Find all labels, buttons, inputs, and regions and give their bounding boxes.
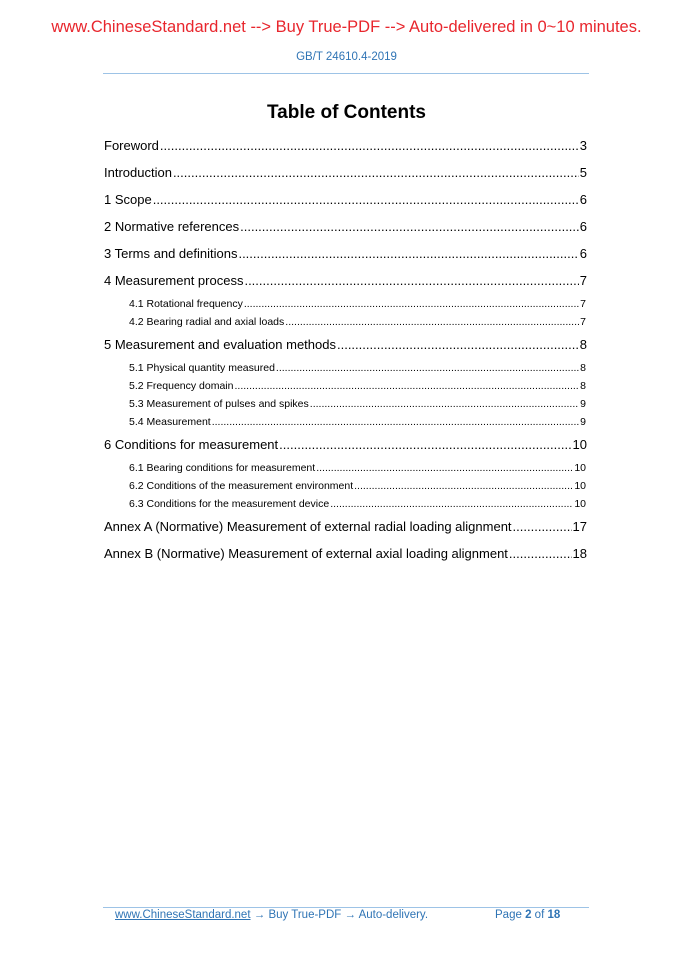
toc-subentry[interactable] bbox=[129, 480, 586, 493]
toc-entry-page: 8 bbox=[579, 337, 587, 352]
page-label: Page bbox=[495, 909, 522, 921]
toc-subentry[interactable] bbox=[129, 380, 586, 393]
toc-entry-text: 4.1 Rotational frequency bbox=[129, 298, 243, 310]
page-of: of bbox=[534, 909, 545, 921]
toc-entry-text: 5.3 Measurement of pulses and spikes bbox=[129, 398, 309, 410]
toc-entry[interactable] bbox=[104, 165, 587, 181]
toc-subentry[interactable] bbox=[129, 416, 586, 429]
toc-entry-text: Introduction bbox=[104, 165, 172, 180]
toc-entry-text: 6.1 Bearing conditions for measurement bbox=[129, 462, 316, 474]
toc-entry[interactable] bbox=[104, 519, 587, 535]
arrow-right-icon: → bbox=[253, 909, 266, 921]
toc-entry[interactable] bbox=[104, 337, 587, 353]
toc-entry[interactable] bbox=[104, 138, 587, 154]
toc-entry-text: 6.2 Conditions of the measurement environment bbox=[129, 480, 354, 492]
toc-entry-page: 7 bbox=[579, 273, 587, 288]
toc-entry[interactable] bbox=[104, 546, 587, 562]
footer-divider bbox=[103, 907, 589, 908]
toc-entry-page: 10 bbox=[574, 480, 586, 492]
toc-subentry[interactable] bbox=[129, 462, 586, 475]
toc-entry-page: 8 bbox=[580, 362, 586, 374]
toc-entry-text: 3 Terms and definitions bbox=[104, 246, 238, 261]
toc-entry-text: Foreword bbox=[104, 138, 159, 153]
toc-entry-page: 7 bbox=[580, 316, 586, 328]
toc-entry-page: 5 bbox=[579, 165, 587, 180]
toc-entry-page: 17 bbox=[572, 519, 587, 534]
toc-subentry[interactable] bbox=[129, 498, 586, 511]
toc-entry-page: 6 bbox=[579, 246, 587, 261]
page-current: 2 bbox=[525, 909, 532, 921]
toc-entry-page: 7 bbox=[580, 298, 586, 310]
toc-entry[interactable] bbox=[104, 246, 587, 262]
toc-entry-text: 5.2 Frequency domain bbox=[129, 380, 234, 392]
toc-entry-text: 2 Normative references bbox=[104, 219, 240, 234]
toc-entry-page: 10 bbox=[574, 498, 586, 510]
toc-entry-text: 4.2 Bearing radial and axial loads bbox=[129, 316, 285, 328]
toc-title: Table of Contents bbox=[266, 102, 427, 123]
toc-entry-text: Annex B (Normative) Measurement of external axial loading alignment bbox=[104, 546, 508, 561]
toc-entry-text: 4 Measurement process bbox=[104, 273, 244, 288]
toc-subentry[interactable] bbox=[129, 362, 586, 375]
toc-entry-text: 5.4 Measurement bbox=[129, 416, 211, 428]
toc-entry[interactable] bbox=[104, 192, 587, 208]
buy-text: Buy True-PDF bbox=[268, 909, 342, 921]
toc-entry-text: 5 Measurement and evaluation methods bbox=[104, 337, 336, 352]
toc-entry-page: 6 bbox=[579, 192, 587, 207]
page-total: 18 bbox=[547, 909, 561, 921]
toc-entry-page: 9 bbox=[580, 398, 586, 410]
toc-entry-text: 5.1 Physical quantity measured bbox=[129, 362, 275, 374]
toc-entry[interactable] bbox=[104, 437, 587, 453]
toc-entry[interactable] bbox=[104, 273, 587, 289]
toc-subentry[interactable] bbox=[129, 316, 586, 329]
toc-subentry[interactable] bbox=[129, 298, 586, 311]
top-banner: www.ChineseStandard.net --> Buy True-PDF --> Auto-delivered in 0~10 minutes. bbox=[51, 18, 642, 36]
standard-code: GB/T 24610.4-2019 bbox=[296, 51, 397, 63]
toc-subentry[interactable] bbox=[129, 398, 586, 411]
page-indicator bbox=[495, 909, 560, 921]
toc-entry-text: Annex A (Normative) Measurement of external radial loading alignment bbox=[104, 519, 512, 534]
toc-entry-page: 3 bbox=[579, 138, 587, 153]
toc-entry-page: 18 bbox=[572, 546, 587, 561]
site-link[interactable]: www.ChineseStandard.net bbox=[115, 909, 251, 921]
toc-entry-page: 8 bbox=[580, 380, 586, 392]
arrow-right-icon: → bbox=[344, 909, 356, 921]
toc-entry-text: 6 Conditions for measurement bbox=[104, 437, 279, 452]
delivery-text: Auto-delivery. bbox=[358, 909, 429, 921]
toc-entry-page: 9 bbox=[580, 416, 586, 428]
toc-entry-text: 6.3 Conditions for the measurement device bbox=[129, 498, 330, 510]
toc-entry-page: 10 bbox=[574, 462, 586, 474]
toc-entry-page: 10 bbox=[572, 437, 587, 452]
footer-links bbox=[115, 909, 428, 921]
toc-entry-text: 1 Scope bbox=[104, 192, 152, 207]
toc-entry-page: 6 bbox=[579, 219, 587, 234]
toc-entry[interactable] bbox=[104, 219, 587, 235]
